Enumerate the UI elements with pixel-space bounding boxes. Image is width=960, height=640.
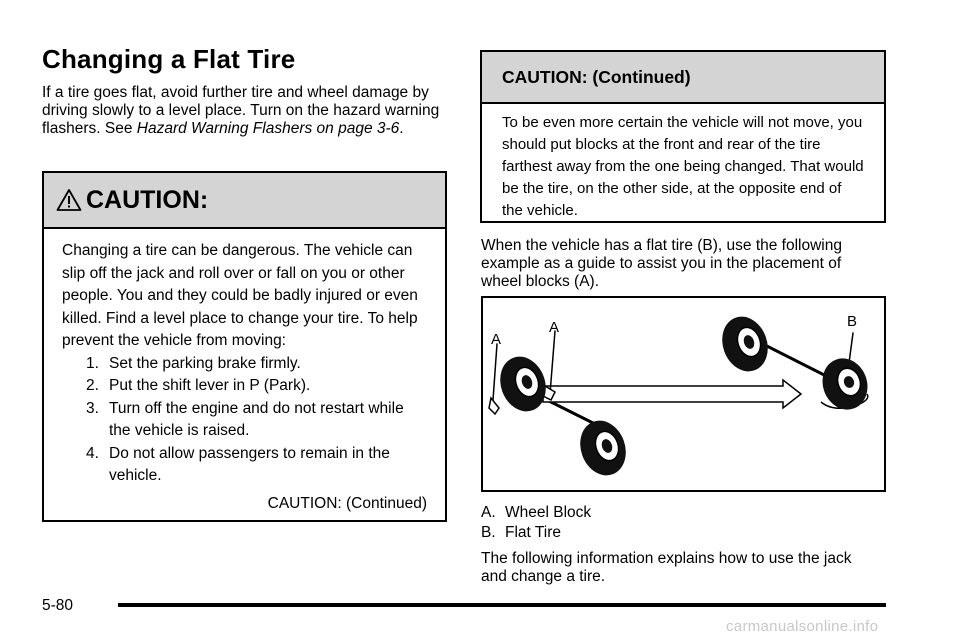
- figure-legend: [481, 503, 591, 543]
- step-number: 2.: [86, 377, 99, 394]
- step-number: 1.: [86, 354, 99, 372]
- footer-rule: [118, 603, 886, 607]
- wheel-block-illustration: [481, 296, 886, 492]
- caution-box: [42, 171, 447, 522]
- step-item: [86, 398, 427, 443]
- step-text: Set the parking brake firmly.: [109, 354, 301, 372]
- caution-header: [44, 173, 445, 229]
- caution-continued-header: CAUTION: (Continued): [482, 52, 884, 104]
- step-number: 3.: [86, 399, 99, 417]
- step-item: [86, 443, 427, 488]
- caution-body: [44, 229, 445, 515]
- legend-key: B.: [481, 524, 496, 541]
- step-text: Put the shift lever in P (Park).: [109, 377, 311, 394]
- tire-flat: [815, 352, 874, 416]
- legend-item: [481, 503, 591, 523]
- legend-key: A.: [481, 504, 496, 521]
- figure-intro-paragraph: When the vehicle has a flat tire (B), use the following example as a guide to assist you in the placement of wheel blocks (A).: [481, 237, 842, 290]
- watermark: carmanualsonline.info: [726, 618, 879, 635]
- caution-continued-body: To be even more certain the vehicle will not move, you should put blocks at the front and rear of the tire farthest away from the one being changed. That would be the tire, on the other side, at the opposite end of the vehicle.: [502, 114, 864, 219]
- intro-paragraph: [42, 84, 442, 138]
- intro-text: If a tire goes flat, avoid further tire and wheel damage by driving slowly to a level place. Turn on the hazard warning flashers. See: [42, 84, 440, 137]
- caution-steps: [62, 353, 427, 488]
- caution-continued-box: [480, 50, 886, 223]
- step-text: Turn off the engine and do not restart while the vehicle is raised.: [109, 399, 404, 439]
- warning-triangle-icon: [56, 188, 82, 212]
- label-b: B: [847, 313, 858, 330]
- legend-text: Wheel Block: [505, 504, 592, 521]
- tire-rear-right: [715, 310, 775, 378]
- section-heading: Changing a Flat Tire: [42, 44, 296, 74]
- tire-rear-left: [493, 350, 553, 418]
- step-item: [86, 353, 427, 376]
- intro-end: .: [399, 120, 404, 137]
- legend-text: Flat Tire: [505, 524, 561, 541]
- page-number: 5-80: [42, 597, 74, 614]
- closing-paragraph: The following information explains how to use the jack and change a tire.: [481, 550, 852, 585]
- caution-title: CAUTION:: [86, 185, 209, 214]
- label-a-left: A: [491, 331, 502, 348]
- continued-note: CAUTION: (Continued): [267, 494, 427, 512]
- legend-item: [481, 523, 591, 543]
- step-text: Do not allow passengers to remain in the vehicle.: [109, 444, 390, 484]
- caution-text: Changing a tire can be dangerous. The vehicle can slip off the jack and roll over or fall on you or other people. You and they could be badly injured or even killed. Find a level place to change your tire. To help prevent the vehicle from moving:: [62, 242, 418, 349]
- step-number: 4.: [86, 444, 99, 462]
- cross-reference-link[interactable]: Hazard Warning Flashers on page 3-6: [136, 120, 400, 137]
- tire-front-left: [573, 414, 633, 482]
- step-item: [86, 375, 427, 398]
- label-a-right: A: [549, 319, 560, 336]
